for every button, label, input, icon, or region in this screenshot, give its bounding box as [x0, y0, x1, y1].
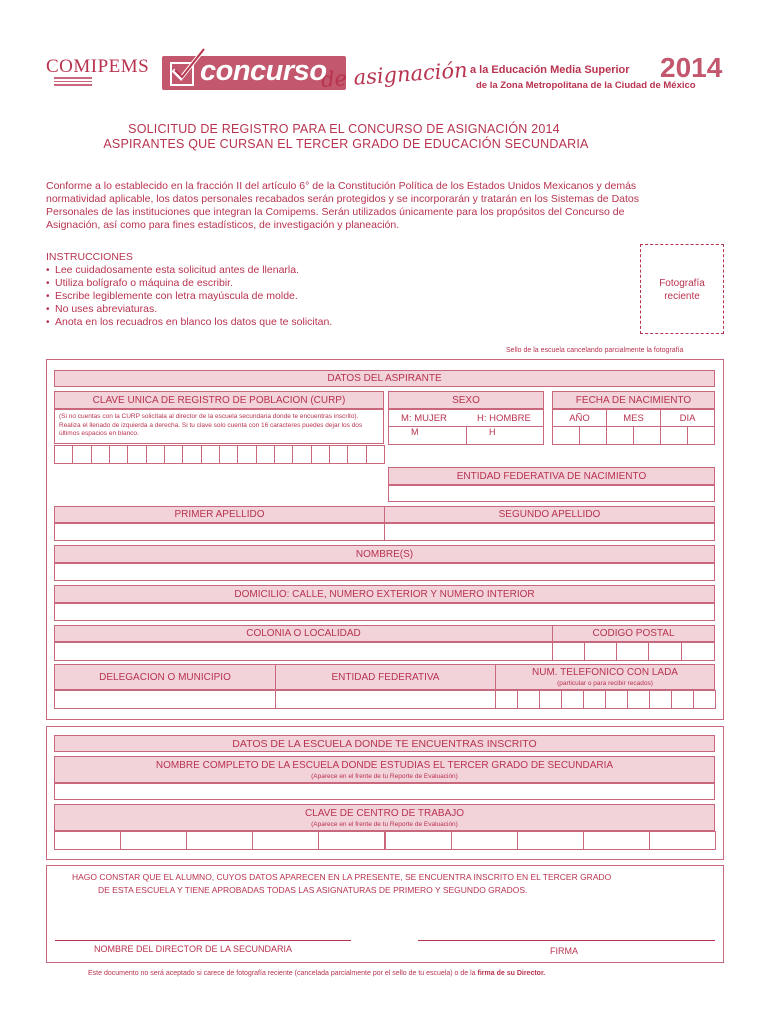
curp-char-box[interactable]	[127, 445, 146, 464]
instructions-list	[46, 264, 332, 329]
curp-note-box	[54, 409, 384, 444]
curp-char-box[interactable]	[72, 445, 91, 464]
curp-char-box[interactable]	[237, 445, 256, 464]
certification-line1: HAGO CONSTAR QUE EL ALUMNO, CUYOS DATOS APARECEN EN LA PRESENTE, SE ENCUENTRA INSCRITO EN EL TERCER GRADO	[72, 872, 612, 882]
sexo-h-letter: H	[489, 427, 496, 437]
entidad-label: ENTIDAD FEDERATIVA	[275, 664, 496, 690]
logo-decoration	[54, 77, 92, 88]
delegacion-label: DELEGACION O MUNICIPIO	[54, 664, 276, 690]
entidad-nacimiento-label: ENTIDAD FEDERATIVA DE NACIMIENTO	[388, 467, 715, 485]
cp-label: CODIGO POSTAL	[552, 625, 715, 642]
telefono-digit-box[interactable]	[517, 690, 540, 709]
clave-ct-char-box[interactable]	[54, 831, 121, 850]
footer-note	[88, 970, 545, 977]
form-title-line1: SOLICITUD DE REGISTRO PARA EL CONCURSO DE ASIGNACIÓN 2014	[128, 122, 560, 136]
privacy-notice: Conforme a lo establecido en la fracción II del artículo 6° de la Constitución Política de los Estados Unidos Mexicanos y demás normatividad aplicable, los datos personales recabados serán protegidos y se incorporarán y tratarán en los Sistemas de Datos Personales de las instituciones que integran la Comipems. Serán utilizados únicamente para los propósitos del Concurso de Asignación, así como para fines estadísticos, de investigación y planeación.	[46, 180, 639, 231]
cp-input[interactable]	[552, 642, 585, 661]
list-item: • Anota en los recuadros en blanco los datos que te solicitan.	[46, 316, 333, 328]
clave-ct-char-box[interactable]	[583, 831, 650, 850]
director-label: NOMBRE DEL DIRECTOR DE LA SECUNDARIA	[93, 944, 293, 954]
clave-ct-char-box[interactable]	[649, 831, 716, 850]
curp-char-box[interactable]	[146, 445, 165, 464]
clave-ct-char-box[interactable]	[120, 831, 187, 850]
curp-char-box[interactable]	[311, 445, 330, 464]
fecha-anio-input[interactable]	[579, 426, 607, 445]
footer-bold: firma de su Director.	[477, 970, 546, 977]
telefono-input[interactable]	[495, 690, 715, 709]
fecha-mes-label: MES	[606, 409, 661, 427]
sexo-label: SEXO	[388, 391, 544, 409]
script-word: de asignación	[320, 57, 469, 92]
bullet-icon: •	[46, 317, 50, 328]
entidad-input[interactable]	[275, 690, 496, 709]
year: 2014	[660, 52, 723, 83]
bullet-icon: •	[46, 304, 50, 315]
telefono-note: (particular o para recibir recados)	[557, 680, 653, 687]
cp-input[interactable]	[648, 642, 682, 661]
curp-char-box[interactable]	[274, 445, 293, 464]
banner-word: concurso	[200, 55, 327, 87]
sexo-m-letter: M	[411, 427, 419, 437]
domicilio-input[interactable]	[54, 603, 715, 621]
curp-char-box[interactable]	[201, 445, 220, 464]
primer-apellido-label: PRIMER APELLIDO	[54, 506, 385, 523]
certification-text	[72, 871, 692, 897]
curp-char-box[interactable]	[329, 445, 348, 464]
escuela-nombre-label: NOMBRE COMPLETO DE LA ESCUELA DONDE ESTUDIAS EL TERCER GRADO DE SECUNDARIA	[155, 759, 614, 771]
footer-text: Este documento no será aceptado si carece de fotografía reciente (cancelada parcialmente por el sello de tu escuela) o de la	[88, 970, 476, 977]
curp-note: (Si no cuentas con la CURP solicítala al director de la escuela secundaria donde te encuentras inscrito). Realiza el llenado de izquierda a derecha. Si tu clave solo cuenta con 16 caracteres puedes dejar los dos últimos espacios en blanco.	[59, 413, 363, 437]
clave-ct-header	[54, 804, 715, 831]
fecha-anio-input[interactable]	[552, 426, 580, 445]
curp-char-box[interactable]	[292, 445, 311, 464]
clave-ct-input[interactable]	[54, 831, 715, 850]
telefono-digit-box[interactable]	[671, 690, 694, 709]
curp-char-box[interactable]	[182, 445, 201, 464]
escuela-nombre-input[interactable]	[54, 783, 715, 800]
telefono-digit-box[interactable]	[583, 690, 606, 709]
curp-char-box[interactable]	[347, 445, 366, 464]
photo-label-line1: Fotografía	[659, 278, 705, 289]
curp-label: CLAVE UNICA DE REGISTRO DE POBLACION (CURP)	[54, 391, 384, 409]
entidad-nacimiento-input[interactable]	[388, 485, 715, 502]
delegacion-input[interactable]	[54, 690, 276, 709]
telefono-header	[495, 664, 715, 690]
curp-char-box[interactable]	[256, 445, 275, 464]
cp-input[interactable]	[681, 642, 715, 661]
clave-ct-char-box[interactable]	[451, 831, 518, 850]
bullet-icon: •	[46, 278, 50, 289]
telefono-digit-box[interactable]	[627, 690, 650, 709]
fecha-dia-label: DIA	[660, 409, 715, 427]
cp-input[interactable]	[584, 642, 617, 661]
comipems-logo: COMIPEMS	[46, 56, 150, 77]
escuela-title: DATOS DE LA ESCUELA DONDE TE ENCUENTRAS INSCRITO	[54, 735, 715, 752]
photo-box[interactable]	[640, 244, 724, 334]
segundo-apellido-input[interactable]	[384, 523, 715, 541]
clave-ct-char-box[interactable]	[318, 831, 385, 850]
colonia-input[interactable]	[54, 642, 553, 661]
domicilio-label: DOMICILIO: CALLE, NUMERO EXTERIOR Y NUMERO INTERIOR	[54, 585, 715, 603]
escuela-nombre-note: (Aparece en el frente de tu Reporte de Evaluación)	[311, 772, 458, 780]
fecha-mes-input[interactable]	[606, 426, 634, 445]
curp-input[interactable]	[54, 445, 384, 464]
sexo-m-label: M: MUJER	[401, 413, 447, 424]
bullet-icon: •	[46, 291, 50, 302]
firma-label: FIRMA	[550, 946, 578, 956]
telefono-digit-box[interactable]	[539, 690, 562, 709]
list-item: • No uses abreviaturas.	[46, 303, 158, 315]
list-item: • Escribe legiblemente con letra mayúscula de molde.	[46, 290, 298, 302]
fecha-dia-input[interactable]	[687, 426, 715, 445]
clave-ct-note: (Aparece en el frente de tu Reporte de Evaluación)	[311, 820, 458, 828]
aspirante-title: DATOS DEL ASPIRANTE	[54, 370, 715, 387]
curp-char-box[interactable]	[366, 445, 385, 464]
clave-ct-char-box[interactable]	[385, 831, 452, 850]
nombre-label: NOMBRE(S)	[54, 545, 715, 563]
telefono-digit-box[interactable]	[649, 690, 672, 709]
certification-line2: DE ESTA ESCUELA Y TIENE APROBADAS TODAS LAS ASIGNATURAS DE PRIMERO Y SEGUNDO GRADOS.	[98, 885, 528, 895]
bullet-icon: •	[46, 265, 50, 276]
fecha-label: FECHA DE NACIMIENTO	[552, 391, 715, 409]
header-line1: a la Educación Media Superior	[470, 64, 630, 76]
clave-ct-char-box[interactable]	[186, 831, 253, 850]
telefono-digit-box[interactable]	[605, 690, 628, 709]
fecha-mes-input[interactable]	[633, 426, 661, 445]
clave-ct-label: CLAVE DE CENTRO DE TRABAJO	[304, 807, 465, 819]
clave-ct-char-box[interactable]	[252, 831, 319, 850]
telefono-label: NUM. TELEFONICO CON LADA	[532, 667, 678, 678]
curp-char-box[interactable]	[91, 445, 110, 464]
curp-char-box[interactable]	[109, 445, 128, 464]
sexo-h-label: H: HOMBRE	[477, 413, 531, 424]
colonia-label: COLONIA O LOCALIDAD	[54, 625, 553, 642]
curp-char-box[interactable]	[54, 445, 73, 464]
director-signature-line[interactable]	[55, 940, 351, 941]
firma-signature-line[interactable]	[418, 940, 715, 941]
sexo-options-header	[388, 409, 544, 427]
sexo-m-checkbox[interactable]	[388, 426, 467, 445]
form-title-line2: ASPIRANTES QUE CURSAN EL TERCER GRADO DE EDUCACIÓN SECUNDARIA	[103, 137, 589, 151]
curp-char-box[interactable]	[219, 445, 238, 464]
instructions-title: INSTRUCCIONES	[46, 251, 133, 263]
stamp-note: Sello de la escuela cancelando parcialmente la fotografía	[506, 347, 684, 354]
list-item: • Lee cuidadosamente esta solicitud antes de llenarla.	[46, 264, 299, 276]
primer-apellido-input[interactable]	[54, 523, 385, 541]
segundo-apellido-label: SEGUNDO APELLIDO	[384, 506, 715, 523]
sexo-h-checkbox[interactable]	[466, 426, 544, 445]
nombre-input[interactable]	[54, 563, 715, 581]
cp-input[interactable]	[616, 642, 649, 661]
header-line2: de la Zona Metropolitana de la Ciudad de México	[476, 80, 696, 91]
curp-char-box[interactable]	[164, 445, 183, 464]
photo-label-line2: reciente	[664, 291, 700, 302]
escuela-nombre-header	[54, 756, 715, 783]
telefono-digit-box[interactable]	[693, 690, 716, 709]
telefono-digit-box[interactable]	[561, 690, 584, 709]
clave-ct-char-box[interactable]	[517, 831, 584, 850]
fecha-anio-label: AÑO	[552, 409, 607, 427]
telefono-digit-box[interactable]	[495, 690, 518, 709]
fecha-dia-input[interactable]	[660, 426, 688, 445]
list-item: • Utiliza bolígrafo o máquina de escribir.	[46, 277, 234, 289]
